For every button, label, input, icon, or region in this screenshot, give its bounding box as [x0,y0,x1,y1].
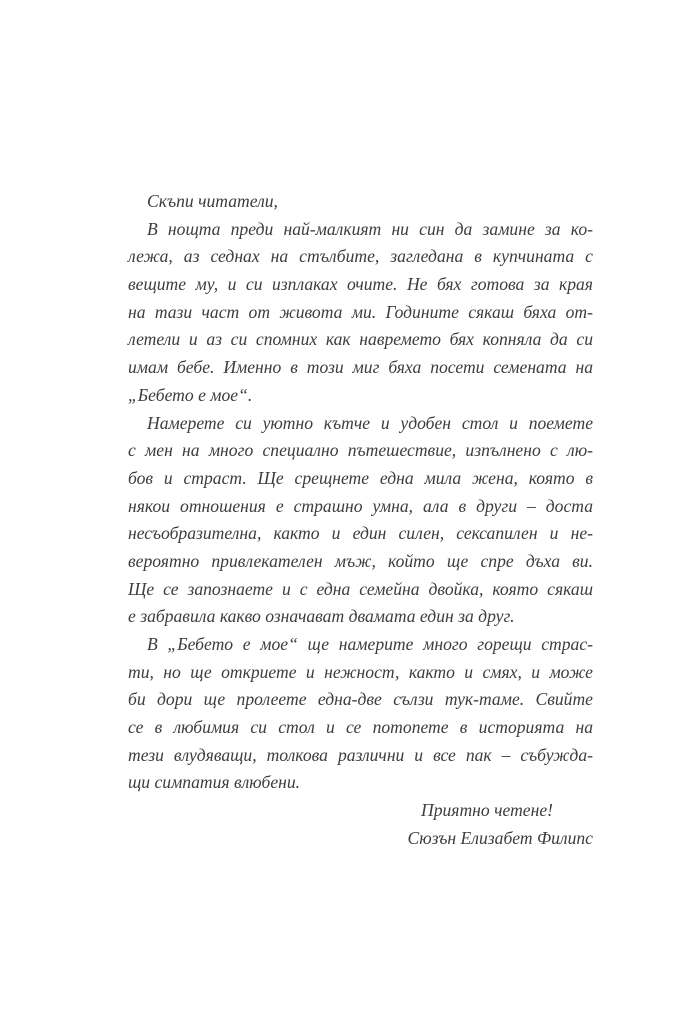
paragraph-3-line: би дори ще пролеете една-две сълзи тук-таме. Свийте [128,689,593,710]
paragraph-2-line: Намерете си уютно кътче и удобен стол и поемете [147,412,593,433]
paragraph-2-line: е забравила какво означават двамата един за друг. [128,606,515,627]
paragraph-1-line: на тази част от живота ми. Годините сякаш бяха от- [128,301,593,322]
paragraph-2-line: с мен на много специално пътешествие, изпълнено с лю- [128,440,593,461]
paragraph-3-line: се в любимия си стол и се потопете в историята на [128,717,593,738]
paragraph-1-line: лежа, аз седнах на стълбите, загледана в купчината с [128,246,593,267]
paragraph-1-line: летели и аз си спомних как навремето бях копняла да си [128,329,593,350]
signature: Сюзън Елизабет Филипс [407,827,593,848]
paragraph-2-line: Ще се запознаете и с една семейна двойка, която сякаш [128,578,593,599]
paragraph-2-line: вероятно привлекателен мъж, който ще спре дъха ви. [128,550,593,571]
paragraph-1-line: имам бебе. Именно в този миг бяха посети семената на [128,357,593,378]
paragraph-1-line: „Бебето е мое“. [128,384,253,405]
paragraph-2-line: някои отношения е страшно умна, ала в други – доста [128,495,593,516]
paragraph-1-line: В нощта преди най-малкият ни син да замине за ко- [147,218,593,239]
greeting: Скъпи читатели, [147,191,278,211]
closing: Приятно четене! [421,800,553,821]
paragraph-2-line: бов и страст. Ще срещнете една мила жена, която в [128,467,593,488]
paragraph-3-line: щи симпатия влюбени. [128,772,301,793]
paragraph-1-line: вещите му, и си изплаках очите. Не бях готова за края [128,274,593,295]
paragraph-3-line: тези влудяващи, толкова различни и все пак – събужда- [128,744,593,765]
letter-to-readers [128,188,593,853]
paragraph-2-line: несъобразителна, както и един силен, сексапилен и не- [128,523,593,544]
paragraph-3-line: В „Бебето е мое“ ще намерите много горещи страс- [147,634,593,654]
paragraph-3-line: ти, но ще откриете и нежност, както и смях, и може [128,661,593,682]
